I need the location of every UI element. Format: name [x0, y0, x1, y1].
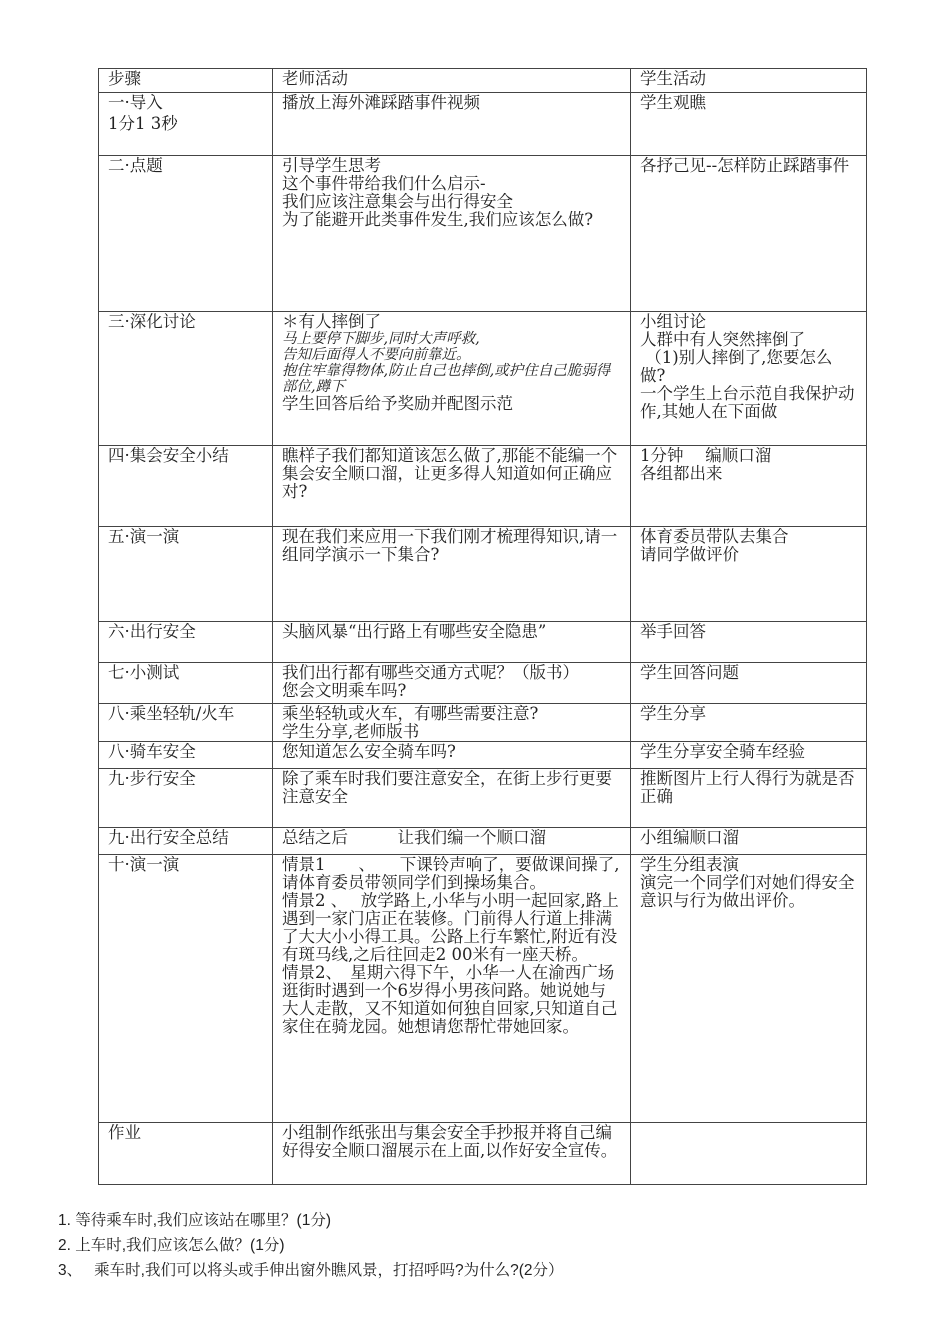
- teacher-cell: 现在我们来应用一下我们刚才梳理得知识,请一组同学演示一下集合?: [273, 527, 631, 622]
- table-row: [99, 527, 867, 622]
- question-1: 1. 等待乘车时,我们应该站在哪里？(1分): [58, 1212, 331, 1229]
- step-cell: 二·点题: [99, 156, 273, 312]
- teacher-cell: 情景1 、 下课铃声响了，要做课间操了,请体育委员带领同学们到操场集合。 情景2 、 放学路上,小华与小明一起回家,路上遇到一家门店正在装修。门前得人行道上排满了大大小小得工具。公路上行车繁忙,附近有没有斑马线,之后往回走2 00米有一座天桥。 情景2、 星期六得下午，小华一人在渝西广场逛街时遇到一个6岁得小男孩问路。她说她与大人走散，又不知道如何独自回家,只知道自己家住在骑龙园。她想请您帮忙带她回家。: [273, 855, 631, 1123]
- header-row: [99, 69, 867, 93]
- header-teacher: 老师活动: [273, 69, 631, 93]
- student-cell: 学生回答问题: [631, 663, 867, 704]
- table-row: [99, 663, 867, 704]
- teacher-cell: 总结之后 让我们编一个顺口溜: [273, 828, 631, 855]
- table-row: [99, 622, 867, 663]
- student-cell: 学生分享安全骑车经验: [631, 742, 867, 769]
- student-cell: 推断图片上行人得行为就是否正确: [631, 769, 867, 828]
- quiz-questions: [58, 1208, 564, 1283]
- step-cell: 九·出行安全总结: [99, 828, 273, 855]
- student-cell: 小组编顺口溜: [631, 828, 867, 855]
- teacher-cell: ＊有人摔倒了 马上要停下脚步,同时大声呼救, 告知后面得人不要向前靠近。 抱住牢靠得物体,防止自己也摔倒,或护住自己脆弱得部位,蹲下 学生回答后给予奖励并配图示范: [273, 312, 631, 446]
- teacher-cell: 瞧样子我们都知道该怎么做了,那能不能编一个集会安全顺口溜，让更多得人知道如何正确应对?: [273, 446, 631, 527]
- teacher-cell: 我们出行都有哪些交通方式呢？（版书） 您会文明乘车吗?: [273, 663, 631, 704]
- student-cell: 学生观瞧: [631, 93, 867, 156]
- table-row: [99, 312, 867, 446]
- table-row: [99, 769, 867, 828]
- teacher-cell: 播放上海外滩踩踏事件视频: [273, 93, 631, 156]
- table-row: [99, 156, 867, 312]
- teacher-cell: 引导学生思考 这个事件带给我们什么启示- 我们应该注意集会与出行得安全 为了能避开此类事件发生,我们应该怎么做?: [273, 156, 631, 312]
- teacher-cell: 头脑风暴“出行路上有哪些安全隐患”: [273, 622, 631, 663]
- step-cell: 九·步行安全: [99, 769, 273, 828]
- student-cell: 学生分组表演 演完一个同学们对她们得安全意识与行为做出评价。: [631, 855, 867, 1123]
- table-row: [99, 855, 867, 1123]
- step-cell: 五·演一演: [99, 527, 273, 622]
- table-row: [99, 828, 867, 855]
- teacher-cell: 乘坐轻轨或火车，有哪些需要注意? 学生分享,老师版书: [273, 704, 631, 742]
- question-2: 2. 上车时,我们应该怎么做？(1分): [58, 1237, 285, 1254]
- table-row: [99, 93, 867, 156]
- table-row: [99, 446, 867, 527]
- teacher-cell: 除了乘车时我们要注意安全，在街上步行更要注意安全: [273, 769, 631, 828]
- header-student: 学生活动: [631, 69, 867, 93]
- question-3: 3、 乘车时,我们可以将头或手伸出窗外瞧风景，打招呼吗?为什么?(2分）: [58, 1262, 564, 1279]
- student-cell: 小组讨论 人群中有人突然摔倒了 （1)别人摔倒了,您要怎么做? 一个学生上台示范自我保护动作,其她人在下面做: [631, 312, 867, 446]
- teacher-cell: 小组制作纸张出与集会安全手抄报并将自己编好得安全顺口溜展示在上面,以作好安全宣传。: [273, 1123, 631, 1185]
- step-cell: 作业: [99, 1123, 273, 1185]
- student-cell: [631, 1123, 867, 1185]
- student-cell: 学生分享: [631, 704, 867, 742]
- student-cell: 体育委员带队去集合 请同学做评价: [631, 527, 867, 622]
- table-row: [99, 1123, 867, 1185]
- step-cell: 四·集会安全小结: [99, 446, 273, 527]
- student-cell: 举手回答: [631, 622, 867, 663]
- header-step: 步骤: [99, 69, 273, 93]
- student-cell: 1分钟 编顺口溜 各组都出来: [631, 446, 867, 527]
- step-cell: 七·小测试: [99, 663, 273, 704]
- step-cell: 八·乘坐轻轨/火车: [99, 704, 273, 742]
- step-cell: 六·出行安全: [99, 622, 273, 663]
- table-row: [99, 742, 867, 769]
- table-row: [99, 704, 867, 742]
- student-cell: 各抒己见--怎样防止踩踏事件: [631, 156, 867, 312]
- step-cell: 十·演一演: [99, 855, 273, 1123]
- step-cell: 一·导入 1分1 3秒: [99, 93, 273, 156]
- teacher-cell: 您知道怎么安全骑车吗?: [273, 742, 631, 769]
- lesson-plan-table: [98, 68, 867, 1185]
- step-cell: 八·骑车安全: [99, 742, 273, 769]
- step-cell: 三·深化讨论: [99, 312, 273, 446]
